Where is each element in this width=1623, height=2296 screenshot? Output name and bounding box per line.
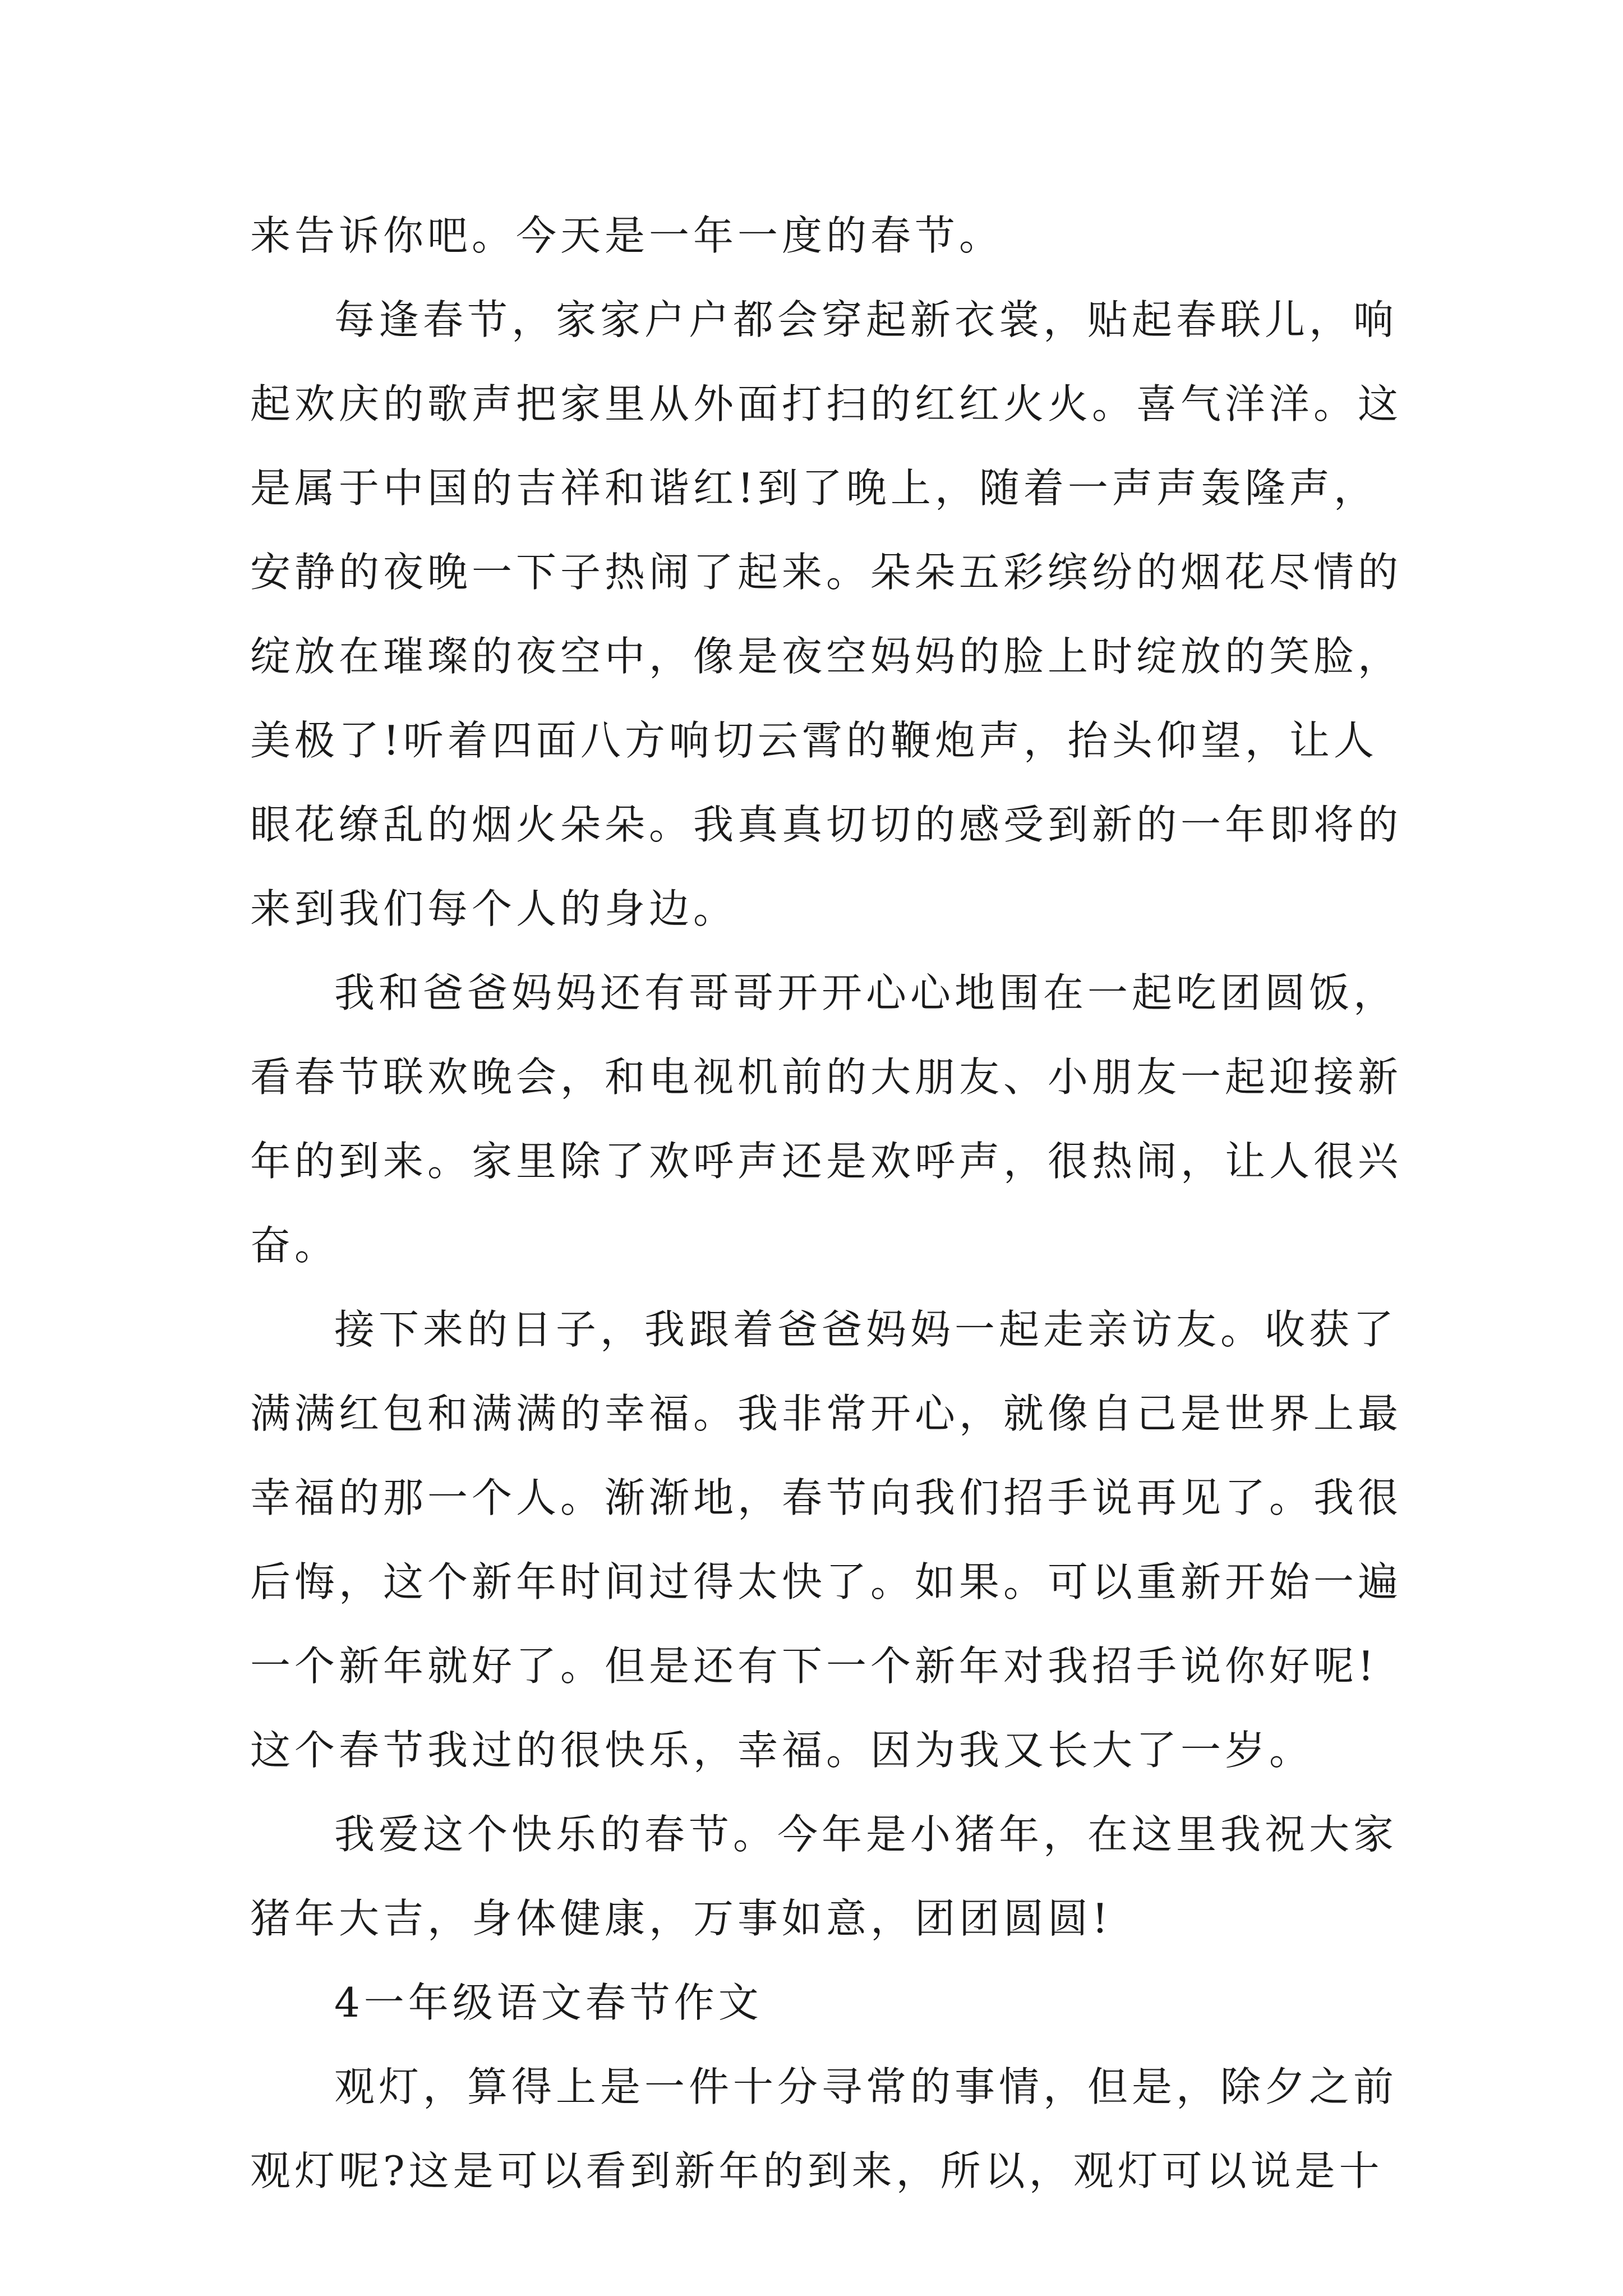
paragraph-line: 一个新年就好了。但是还有下一个新年对我招手说你好呢! — [250, 1642, 1378, 1690]
paragraph-line: 我和爸爸妈妈还有哥哥开开心心地围在一起吃团圆饭， — [334, 969, 1398, 1016]
section-heading: 4一年级语文春节作文 — [334, 1979, 763, 2026]
paragraph-line: 猪年大吉，身体健康，万事如意，团团圆圆! — [250, 1895, 1112, 1942]
paragraph-line: 观灯呢?这是可以看到新年的到来，所以，观灯可以说是十 — [250, 2147, 1384, 2194]
paragraph-line: 满满红包和满满的幸福。我非常开心，就像自己是世界上最 — [250, 1390, 1403, 1437]
paragraph-line: 观灯，算得上是一件十分寻常的事情，但是，除夕之前 — [334, 2063, 1398, 2110]
paragraph-line: 是属于中国的吉祥和谐红!到了晚上，随着一声声轰隆声， — [250, 464, 1378, 512]
paragraph-line: 每逢春节，家家户户都会穿起新衣裳，贴起春联儿，响 — [334, 296, 1398, 343]
paragraph-line: 我爱这个快乐的春节。今年是小猪年，在这里我祝大家 — [334, 1811, 1398, 1858]
paragraph-line: 来告诉你吧。今天是一年一度的春节。 — [250, 212, 1004, 259]
paragraph-line: 眼花缭乱的烟火朵朵。我真真切切的感受到新的一年即将的 — [250, 801, 1403, 848]
paragraph-line: 接下来的日子，我跟着爸爸妈妈一起走亲访友。收获了 — [334, 1306, 1398, 1353]
paragraph-line: 起欢庆的歌声把家里从外面打扫的红红火火。喜气洋洋。这 — [250, 380, 1403, 427]
paragraph-line: 绽放在璀璨的夜空中，像是夜空妈妈的脸上时绽放的笑脸， — [250, 633, 1403, 680]
paragraph-line: 年的到来。家里除了欢呼声还是欢呼声，很热闹，让人很兴 — [250, 1138, 1403, 1185]
paragraph-line: 看春节联欢晚会，和电视机前的大朋友、小朋友一起迎接新 — [250, 1053, 1403, 1101]
paragraph-line: 安静的夜晚一下子热闹了起来。朵朵五彩缤纷的烟花尽情的 — [250, 549, 1403, 596]
paragraph-line: 后悔，这个新年时间过得太快了。如果。可以重新开始一遍 — [250, 1558, 1403, 1605]
paragraph-line: 幸福的那一个人。渐渐地，春节向我们招手说再见了。我很 — [250, 1474, 1403, 1521]
paragraph-line: 美极了!听着四面八方响切云霄的鞭炮声，抬头仰望，让人 — [250, 717, 1378, 764]
paragraph-line: 奋。 — [250, 1222, 339, 1269]
paragraph-line: 这个春节我过的很快乐，幸福。因为我又长大了一岁。 — [250, 1727, 1314, 1774]
paragraph-line: 来到我们每个人的身边。 — [250, 885, 738, 932]
